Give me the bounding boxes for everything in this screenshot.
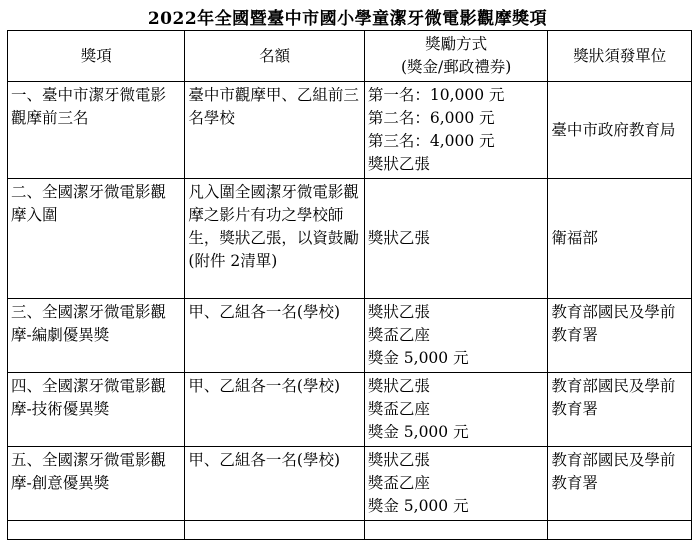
reward-line: 獎金 5,000 元 [367, 497, 469, 515]
reward-line: 獎金 5,000 元 [367, 349, 469, 367]
reward-line: 獎盃乙座 [367, 326, 430, 344]
cell-empty [548, 521, 692, 540]
cell-quota: 甲、乙組各一名(學校) [185, 299, 364, 373]
cell-item: 五、全國潔牙微電影觀摩-創意優異獎 [8, 447, 185, 521]
cell-reward [364, 373, 548, 447]
reward-line: 獎狀乙張 [367, 377, 430, 395]
reward-line: 獎盃乙座 [367, 400, 430, 418]
table-row [8, 447, 692, 521]
cell-empty [8, 521, 185, 540]
reward-line: 獎狀乙張 [367, 303, 430, 321]
table-row [8, 373, 692, 447]
reward-line: 獎狀乙張 [367, 229, 430, 247]
header-item: 獎項 [8, 31, 185, 82]
cell-quota: 甲、乙組各一名(學校) [185, 373, 364, 447]
table-row-cut-off [8, 521, 692, 540]
cell-issuer: 衛福部 [548, 179, 692, 299]
table-row [8, 179, 692, 299]
cell-issuer: 教育部國民及學前教育署 [548, 373, 692, 447]
cell-reward [364, 179, 548, 299]
cell-quota: 臺中市觀摩甲、乙組前三名學校 [185, 82, 364, 179]
header-reward-line1: 獎勵方式 [425, 35, 488, 53]
header-quota: 名額 [185, 31, 364, 82]
reward-line: 第二名：6,000 元 [367, 109, 495, 127]
document-title: 2022年全國暨臺中市國小學童潔牙微電影觀摩獎項 [147, 9, 548, 29]
cell-empty [185, 521, 364, 540]
header-row [8, 31, 692, 82]
cell-item: 一、臺中市潔牙微電影觀摩前三名 [8, 82, 185, 179]
cell-reward [364, 82, 548, 179]
reward-line: 獎盃乙座 [367, 474, 430, 492]
reward-line: 獎狀乙張 [367, 451, 430, 469]
cell-item: 四、全國潔牙微電影觀摩-技術優異獎 [8, 373, 185, 447]
cell-item: 三、全國潔牙微電影觀摩-編劇優異獎 [8, 299, 185, 373]
reward-line: 第一名：10,000 元 [367, 86, 505, 104]
table-row [8, 299, 692, 373]
cell-reward [364, 299, 548, 373]
cell-quota: 甲、乙組各一名(學校) [185, 447, 364, 521]
awards-table [7, 30, 692, 540]
header-issuer: 獎狀須發單位 [548, 31, 692, 82]
reward-line: 獎金 5,000 元 [367, 423, 469, 441]
header-reward [364, 31, 548, 82]
table-row [8, 82, 692, 179]
cell-issuer: 教育部國民及學前教育署 [548, 447, 692, 521]
header-reward-line2: (獎金/郵政禮券) [400, 58, 512, 76]
reward-line: 第三名：4,000 元 [367, 132, 495, 150]
reward-line: 獎狀乙張 [367, 155, 430, 173]
cell-issuer: 教育部國民及學前教育署 [548, 299, 692, 373]
cell-item: 二、全國潔牙微電影觀摩入圍 [8, 179, 185, 299]
cell-empty [364, 521, 548, 540]
cell-reward [364, 447, 548, 521]
cell-issuer: 臺中市政府教育局 [548, 82, 692, 179]
cell-quota: 凡入圍全國潔牙微電影觀摩之影片有功之學校師生，獎狀乙張，以資鼓勵(附件 2清單) [185, 179, 364, 299]
